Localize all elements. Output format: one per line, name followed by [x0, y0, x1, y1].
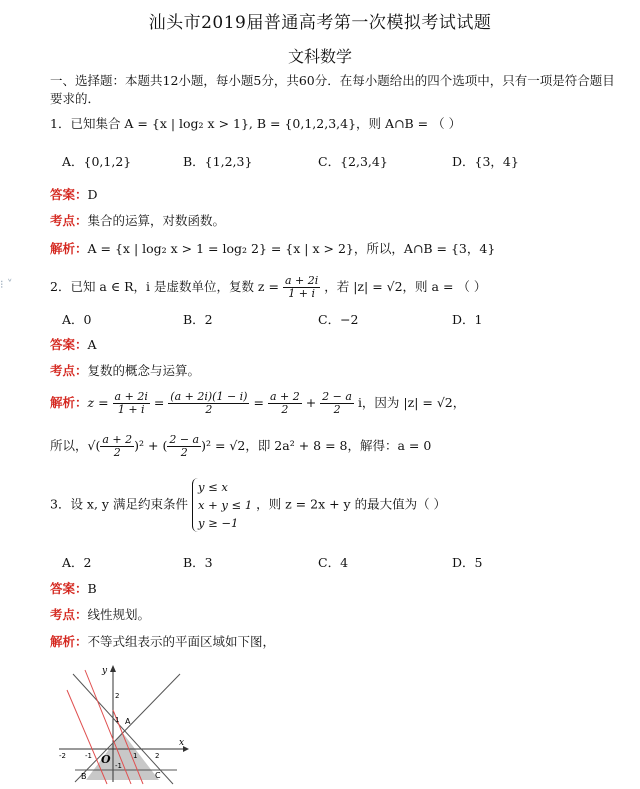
feasible-region-figure — [55, 660, 190, 785]
tick-y-2: 2 — [115, 692, 120, 700]
analysis-label: 解析： — [50, 241, 88, 256]
q1-answer — [50, 186, 98, 204]
frac-num: 2 − a — [322, 390, 352, 403]
q3-answer-value: B — [87, 581, 97, 596]
analysis-label: 解析： — [50, 395, 88, 410]
q3-answer — [50, 580, 97, 598]
q3-analysis — [50, 633, 275, 651]
q3-option-b: B．3 — [183, 555, 213, 570]
tick-y-neg1: -1 — [115, 762, 122, 770]
frac-den: 2 — [167, 446, 201, 459]
q2-line2-frac-1 — [100, 434, 134, 459]
open-paren: ( — [95, 438, 101, 453]
q3-option-c: C．4 — [318, 555, 349, 570]
q1-analysis — [50, 240, 495, 258]
frac-den: 2 — [100, 446, 134, 459]
q2-point — [50, 362, 200, 380]
frac-num: 2 − a — [169, 433, 200, 446]
equals-sign: = — [153, 395, 165, 410]
q2-answer-value: A — [87, 337, 97, 352]
q2-point-text: 复数的概念与运算。 — [87, 363, 201, 378]
instructions-line-1: 一、选择题：本题共12小题，每小题5分，共60分．在每小题给出的四个选项中，只有一项是符合题目 — [50, 73, 615, 88]
frac-num: a + 2 — [269, 390, 300, 403]
q1-answer-value: D — [87, 187, 98, 202]
q1-analysis-text: A = {x | log₂ x > 1 = log₂ 2} = {x | x > 2}，所以，A∩B = {3，4} — [87, 241, 496, 256]
point-label: 考点： — [50, 363, 88, 378]
frac-num: (a + 2i)(1 − i) — [170, 390, 248, 403]
q3-stem-end: ，则 z = 2x + y 的最大值为（ ） — [256, 496, 447, 512]
point-a-label: A — [125, 717, 131, 726]
q2-analysis-frac-1 — [113, 391, 150, 416]
frac-num: a + 2 — [102, 433, 133, 446]
answer-label: 答案： — [50, 337, 88, 352]
y-axis-label: y — [102, 666, 108, 676]
point-label: 考点： — [50, 607, 88, 622]
q1-point-text: 集合的运算，对数函数。 — [87, 213, 226, 228]
point-c-label: C — [155, 771, 161, 780]
q2-analysis — [50, 388, 465, 418]
q2-stem-fraction — [283, 275, 320, 300]
q2-line2-start: 所以，√ — [50, 438, 96, 453]
q2-analysis-frac-3 — [268, 391, 302, 416]
tick-x-2: 2 — [155, 752, 160, 760]
q1-option-d: D．{3，4} — [452, 154, 519, 169]
tick-x-neg2: -2 — [59, 752, 66, 760]
q3-option-a: A．2 — [62, 555, 92, 570]
q2-analysis-frac-4 — [320, 391, 354, 416]
q2-analysis-frac-2 — [168, 391, 249, 416]
answer-label: 答案： — [50, 581, 88, 596]
q2-stem-frac-num: a + 2i — [284, 274, 319, 287]
q2-option-a: A．0 — [62, 312, 92, 327]
q2-option-d: D．1 — [452, 312, 483, 327]
instructions-line-2: 要求的． — [50, 91, 101, 106]
q1-option-a: A．{0,1,2} — [62, 154, 132, 169]
y-axis-arrow — [110, 665, 116, 672]
x-axis-label: x — [179, 738, 185, 748]
q2-stem-end: ，若 |z| = √2，则 a = （ ） — [324, 279, 487, 294]
q3-point — [50, 606, 150, 624]
q3-stem — [50, 478, 446, 532]
q3-stem-start: 3．设 x, y 满足约束条件 — [50, 496, 188, 512]
origin-label: O — [101, 753, 111, 766]
point-label: 考点： — [50, 213, 88, 228]
constraint-1: y ≤ x — [197, 480, 228, 494]
q1-point — [50, 212, 225, 230]
exam-subtitle: 文科数学 — [287, 47, 352, 66]
q2-analysis-line-2 — [50, 430, 431, 462]
frac-den: 2 — [168, 403, 249, 416]
q2-stem — [50, 272, 486, 302]
q2-line2-frac-2 — [167, 434, 201, 459]
q2-line2-end: )² = √2，即 2a² + 8 = 8，解得：a = 0 — [201, 438, 432, 453]
q1-option-c: C．{2,3,4} — [318, 154, 388, 169]
q2-stem-start: 2．已知 a ∈ R，i 是虚数单位，复数 z = — [50, 279, 279, 294]
frac-den: 1 + i — [113, 403, 150, 416]
constraint-3: y ≥ −1 — [197, 516, 239, 530]
exam-title: 汕头市2019届普通高考第一次模拟考试试题 — [148, 13, 492, 33]
q3-option-d: D．5 — [452, 555, 483, 570]
analysis-label: 解析： — [50, 634, 88, 649]
q3-constraints — [192, 478, 252, 532]
q2-analysis-end: i，因为 |z| = √2， — [357, 395, 466, 410]
plus-sign: + — [305, 395, 317, 410]
q2-option-c: C．−2 — [318, 312, 359, 327]
constraint-2: x + y ≤ 1 — [197, 498, 253, 512]
frac-den: 2 — [268, 403, 302, 416]
tick-x-neg1: -1 — [85, 752, 92, 760]
q2-stem-frac-den: 1 + i — [283, 287, 320, 300]
tick-x-1: 1 — [133, 752, 138, 760]
q2-option-b: B．2 — [183, 312, 213, 327]
tick-y-1: 1 — [115, 716, 120, 724]
frac-num: a + 2i — [114, 390, 148, 403]
q2-answer — [50, 336, 97, 354]
frac-den: 2 — [320, 403, 354, 416]
q3-point-text: 线性规划。 — [87, 607, 151, 622]
q1-stem: 1．已知集合 A = {x | log₂ x > 1}, B = {0,1,2,3,4}，则 A∩B = （ ） — [50, 116, 462, 131]
point-b-label: B — [81, 772, 87, 781]
q3-analysis-text: 不等式组表示的平面区域如下图， — [87, 634, 276, 649]
answer-label: 答案： — [50, 187, 88, 202]
q2-analysis-start: z = — [87, 395, 109, 410]
equals-sign: = — [253, 395, 264, 410]
q2-line2-middle: )² + ( — [134, 438, 168, 453]
q1-option-b: B．{1,2,3} — [183, 154, 253, 169]
margin-marker: ⁝ ˅ — [0, 278, 13, 291]
